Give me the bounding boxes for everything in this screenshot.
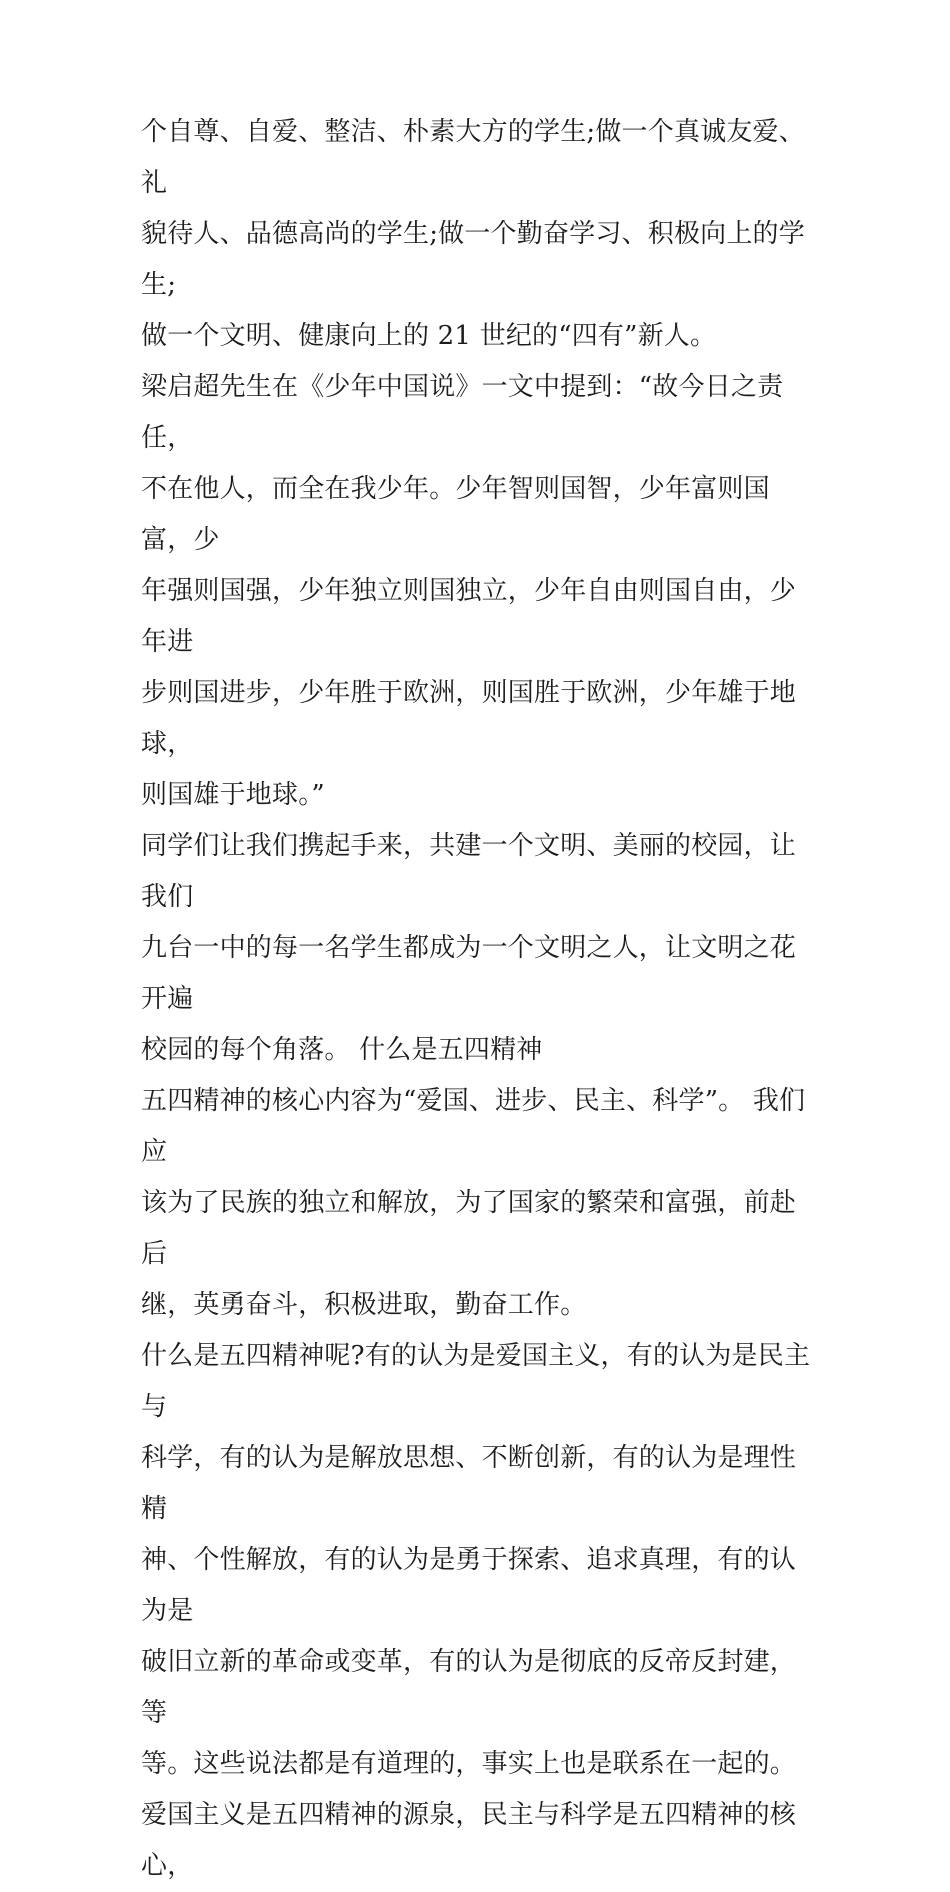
text-line: 则国雄于地球。” [141, 780, 325, 810]
text-line: 五四精神的核心内容为“爱国、进步、民主、科学”。 我们应 [141, 1086, 806, 1167]
text-line: 梁启超先生在《少年中国说》一文中提到：“故今日之责任， [141, 372, 784, 453]
text-line: 步则国进步，少年胜于欧洲，则国胜于欧洲，少年雄于地球， [141, 678, 797, 759]
paragraph-6 [141, 1790, 821, 1892]
text-line: 等。这些说法都是有道理的，事实上也是联系在一起的。 [141, 1749, 797, 1779]
text-line: 做一个文明、健康向上的 21 世纪的“四有”新人。 [141, 321, 717, 351]
body-text [141, 107, 821, 1892]
text-line: 校园的每个角落。 什么是五四精神 [141, 1035, 543, 1065]
text-line: 神、个性解放，有的认为是勇于探索、追求真理，有的认为是 [141, 1545, 797, 1626]
text-line: 个自尊、自爱、整洁、朴素大方的学生;做一个真诚友爱、礼 [141, 117, 805, 198]
text-line: 破旧立新的革命或变革，有的认为是彻底的反帝反封建，等 [141, 1647, 797, 1728]
text-line: 什么是五四精神呢?有的认为是爱国主义，有的认为是民主与 [141, 1341, 811, 1422]
text-line: 不在他人，而全在我少年。少年智则国智，少年富则国富，少 [141, 474, 770, 555]
text-line: 爱国主义是五四精神的源泉，民主与科学是五四精神的核心， [141, 1800, 797, 1881]
paragraph-4 [141, 1076, 821, 1331]
paragraph-5 [141, 1331, 821, 1790]
text-line: 继，英勇奋斗，积极进取，勤奋工作。 [141, 1290, 587, 1320]
text-line: 貌待人、品德高尚的学生;做一个勤奋学习、积极向上的学生; [141, 219, 805, 300]
paragraph-1 [141, 107, 821, 362]
text-line: 同学们让我们携起手来，共建一个文明、美丽的校园，让我们 [141, 831, 797, 912]
text-line: 科学，有的认为是解放思想、不断创新，有的认为是理性精 [141, 1443, 797, 1524]
paragraph-2 [141, 362, 821, 821]
text-line: 年强则国强，少年独立则国独立，少年自由则国自由，少年进 [141, 576, 797, 657]
text-line: 该为了民族的独立和解放，为了国家的繁荣和富强，前赴后 [141, 1188, 797, 1269]
text-line: 九台一中的每一名学生都成为一个文明之人，让文明之花开遍 [141, 933, 797, 1014]
paragraph-3 [141, 821, 821, 1076]
